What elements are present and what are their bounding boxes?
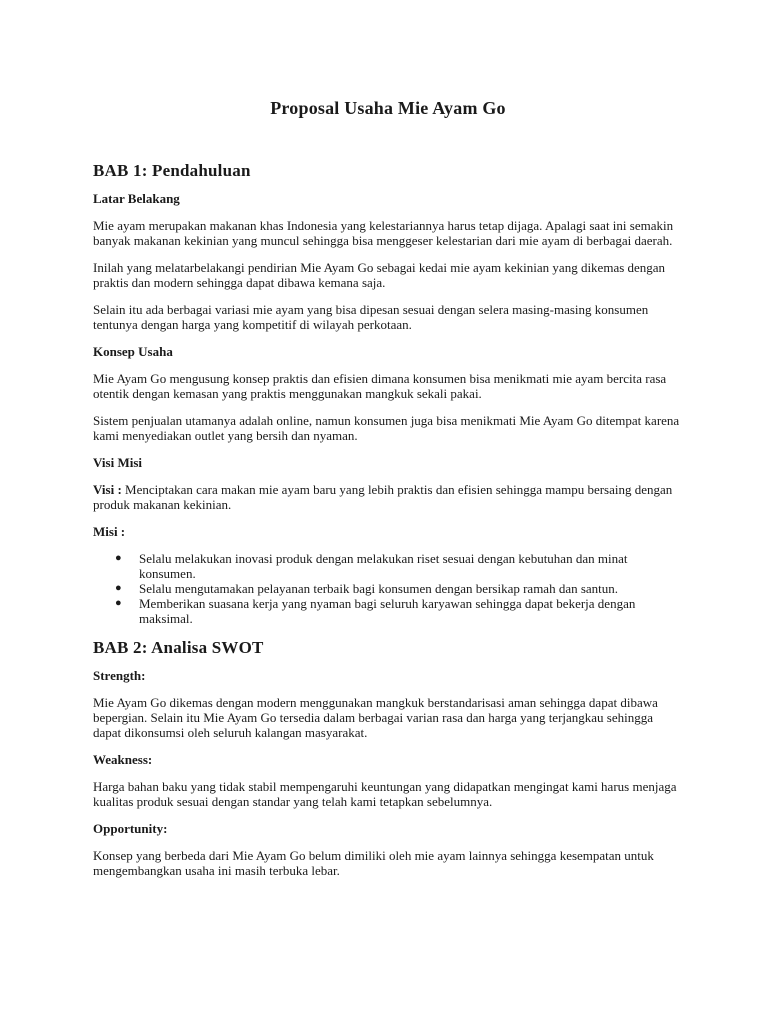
opportunity-paragraph: Konsep yang berbeda dari Mie Ayam Go belum dimiliki oleh mie ayam lainnya sehingga kesempatan untuk mengembangkan usaha ini masih terbuka lebar. (93, 848, 654, 878)
weakness-heading: Weakness: (93, 752, 153, 767)
misi-label: Misi : (93, 524, 126, 539)
visi-label: Visi : (93, 482, 122, 497)
weakness-paragraph: Harga bahan baku yang tidak stabil mempengaruhi keuntungan yang didapatkan mengingat kami harus menjaga kualitas produk sesuai dengan standar yang telah kami tetapkan sebelumnya. (93, 779, 677, 809)
visi-misi-heading: Visi Misi (93, 455, 142, 470)
misi-item: ● Selalu mengutamakan pelayanan terbaik bagi konsumen dengan bersikap ramah dan santun. (115, 581, 619, 596)
bullet-icon: ● (115, 582, 122, 594)
misi-item: ● Memberikan suasana kerja yang nyaman bagi seluruh karyawan sehingga dapat bekerja dengan maksimal. (115, 596, 636, 626)
latar-paragraph-2: Inilah yang melatarbelakangi pendirian Mie Ayam Go sebagai kedai mie ayam kekinian yang dikemas dengan praktis dan modern sehingga dapat dibawa kemana saja. (93, 260, 666, 290)
strength-heading: Strength: (93, 668, 146, 683)
misi-label-paragraph (93, 524, 683, 539)
bab-2-section (93, 638, 683, 878)
bab-1-heading: BAB 1: Pendahuluan (93, 161, 251, 180)
bullet-icon: ● (115, 597, 122, 609)
latar-belakang-heading: Latar Belakang (93, 191, 180, 206)
strength-paragraph: Mie Ayam Go dikemas dengan modern menggunakan mangkuk berstandarisasi aman sehingga dapat dibawa bepergian. Selain itu Mie Ayam Go tersedia dalam berbagai varian rasa dan harga yang terjangkau sehingga dapat dikonsumsi oleh seluruh kalangan masyarakat. (93, 695, 658, 740)
misi-item: ● Selalu melakukan inovasi produk dengan melakukan riset sesuai dengan kebutuhan dan minat konsumen. (115, 551, 628, 581)
misi-list (93, 551, 683, 626)
document-title: Proposal Usaha Mie Ayam Go (270, 98, 506, 118)
konsep-paragraph-1: Mie Ayam Go mengusung konsep praktis dan efisien dimana konsumen bisa menikmati mie ayam bercita rasa otentik dengan kemasan yang praktis menggunakan mangkuk sekali pakai. (93, 371, 667, 401)
visi-paragraph (93, 482, 683, 512)
bab-1-section (93, 161, 683, 626)
opportunity-heading: Opportunity: (93, 821, 168, 836)
bab-2-heading: BAB 2: Analisa SWOT (93, 638, 264, 657)
document-page (93, 98, 683, 890)
visi-text: Menciptakan cara makan mie ayam baru yang lebih praktis dan efisien sehingga mampu bersaing dengan produk makanan kekinian. (93, 482, 673, 512)
konsep-paragraph-2: Sistem penjualan utamanya adalah online, namun konsumen juga bisa menikmati Mie Ayam Go ditempat karena kami menyediakan outlet yang bersih dan nyaman. (93, 413, 680, 443)
latar-paragraph-1: Mie ayam merupakan makanan khas Indonesia yang kelestariannya harus tetap dijaga. Apalagi saat ini semakin banyak makanan kekinian yang muncul sehingga bisa menggeser kelestarian dari mie ayam di berbagai daerah. (93, 218, 674, 248)
bullet-icon: ● (115, 552, 122, 564)
latar-paragraph-3: Selain itu ada berbagai variasi mie ayam yang bisa dipesan sesuai dengan selera masing-masing konsumen tentunya dengan harga yang kompetitif di wilayah perkotaan. (93, 302, 649, 332)
konsep-usaha-heading: Konsep Usaha (93, 344, 173, 359)
